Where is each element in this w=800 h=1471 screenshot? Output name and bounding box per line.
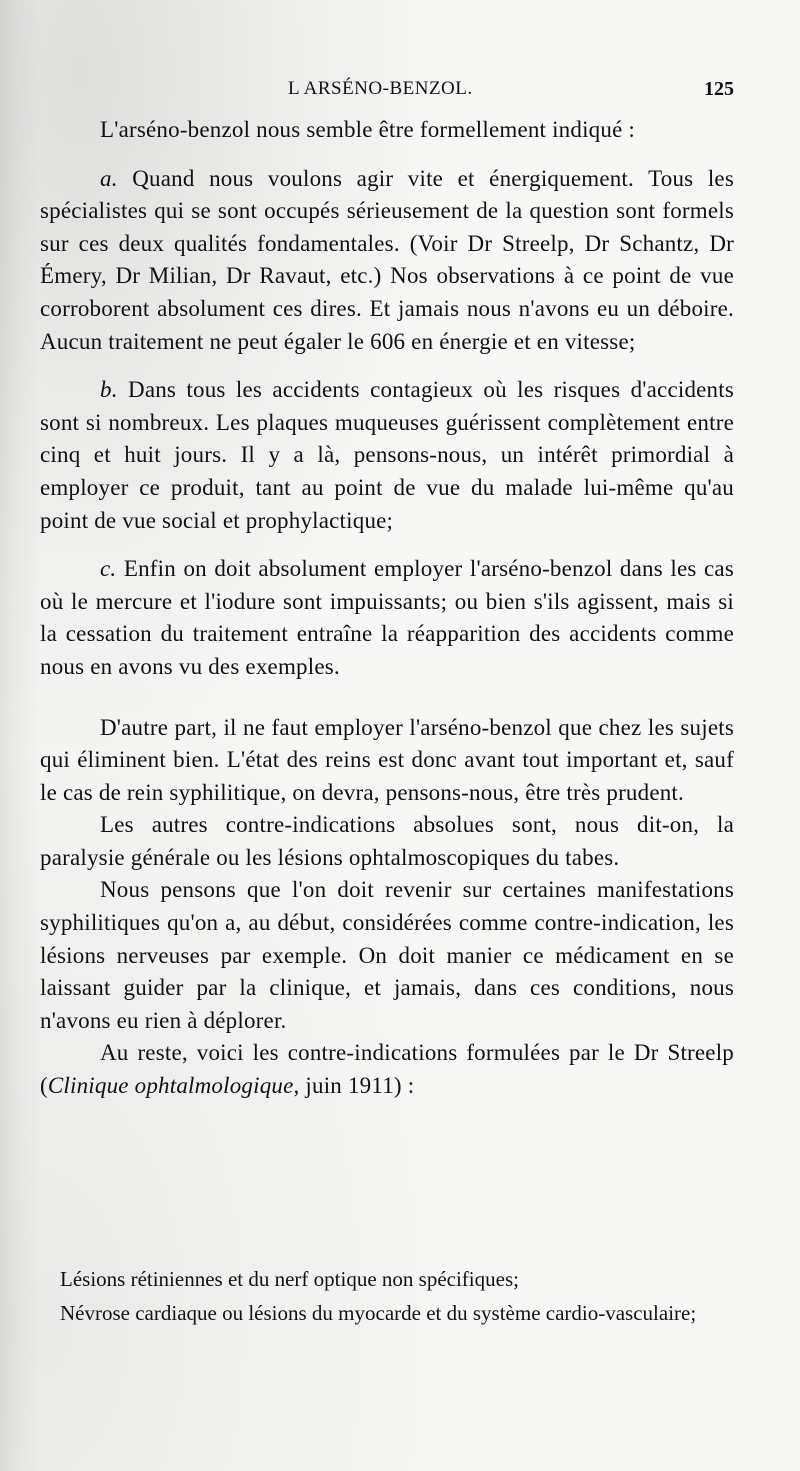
running-title: L ARSÉNO-BENZOL. (288, 78, 473, 99)
paragraph-text: Les autres contre-indications absolues sont, nous dit-on, la paralysie générale ou les lésions ophtalmoscopiques du tabes. (40, 812, 734, 870)
paragraph-text: Nous pensons que l'on doit revenir sur certaines manifestations syphilitiques qu'on a, au début, considérées comme contre-indication, les lésions nerveuses par exemple. On doit manier ce médicament en se laissant guider par la clinique, et jamais, dans ces conditions, nous n'avons eu rien à déplorer. (40, 877, 734, 1033)
paragraph-text: , juin 1911) : (293, 1073, 415, 1099)
paragraph-contre-indications (40, 809, 734, 874)
paragraph-text: Au reste, voici les contre-indications formulées par le Dr Streelp ( (40, 1040, 734, 1099)
item-letter: c. (100, 556, 117, 582)
paragraph-text: D'autre part, il ne faut employer l'arséno-benzol que chez les sujets qui éliminent bien. L'état des reins est donc avant tout important et, sauf le cas de rein syphilitique, on devra, pensons-nous, être très prudent. (40, 714, 734, 805)
cited-work-title: Clinique ophtalmologique (47, 1073, 294, 1099)
page-number: 125 (704, 78, 734, 100)
paragraph-text: Quand nous voulons agir vite et énergiquement. Tous les spécialistes qui se sont occupés sérieusement de la question sont formels sur ces deux qualités fondamentales. (Voir Dr Streelp, Dr Schantz, Dr Émery, Dr Milian, Dr Ravaut, etc.) Nos observations à ce point de vue corroborent absolument ces dires. Et jamais nous n'avons eu un déboire. Aucun traitement ne peut égaler le 606 en énergie et en vitesse; (40, 165, 734, 354)
paragraph-item-b (40, 374, 734, 537)
list-item: Lésions rétiniennes et du nerf optique non spécifiques; (60, 1267, 519, 1291)
paragraph-intro (40, 114, 734, 147)
running-head (0, 78, 800, 102)
paragraph-item-a (40, 163, 734, 359)
paragraph-item-c (40, 553, 734, 683)
item-letter: a. (100, 165, 118, 191)
paragraph-au-reste (40, 1037, 734, 1102)
paragraph-text: Dans tous les accidents contagieux où les risques d'accidents sont si nombreux. Les plaques muqueuses guérissent complètement entre cinq et huit jours. Il y a là, pensons-nous, un intérêt primordial à employer ce produit, tant au point de vue du malade lui-même qu'au point de vue social et prophylactique; (40, 377, 734, 533)
list-item: Névrose cardiaque ou lésions du myocarde et du système cardio-vasculaire; (60, 1301, 697, 1325)
paragraph-autre-part (40, 712, 734, 810)
body-text (40, 114, 734, 1103)
paragraph-nous-pensons (40, 874, 734, 1037)
contraindication-list (40, 1262, 734, 1330)
paragraph-text: Enfin on doit absolument employer l'arséno-benzol dans les cas où le mercure et l'iodure sont impuissants; ou bien s'ils agissent, mais si la cessation du traitement entraîne la réapparition des accidents comme nous en avons vu des exemples. (40, 556, 734, 679)
item-letter: b. (100, 377, 118, 403)
paragraph-text: L'arséno-benzol nous semble être formellement indiqué : (100, 117, 636, 142)
